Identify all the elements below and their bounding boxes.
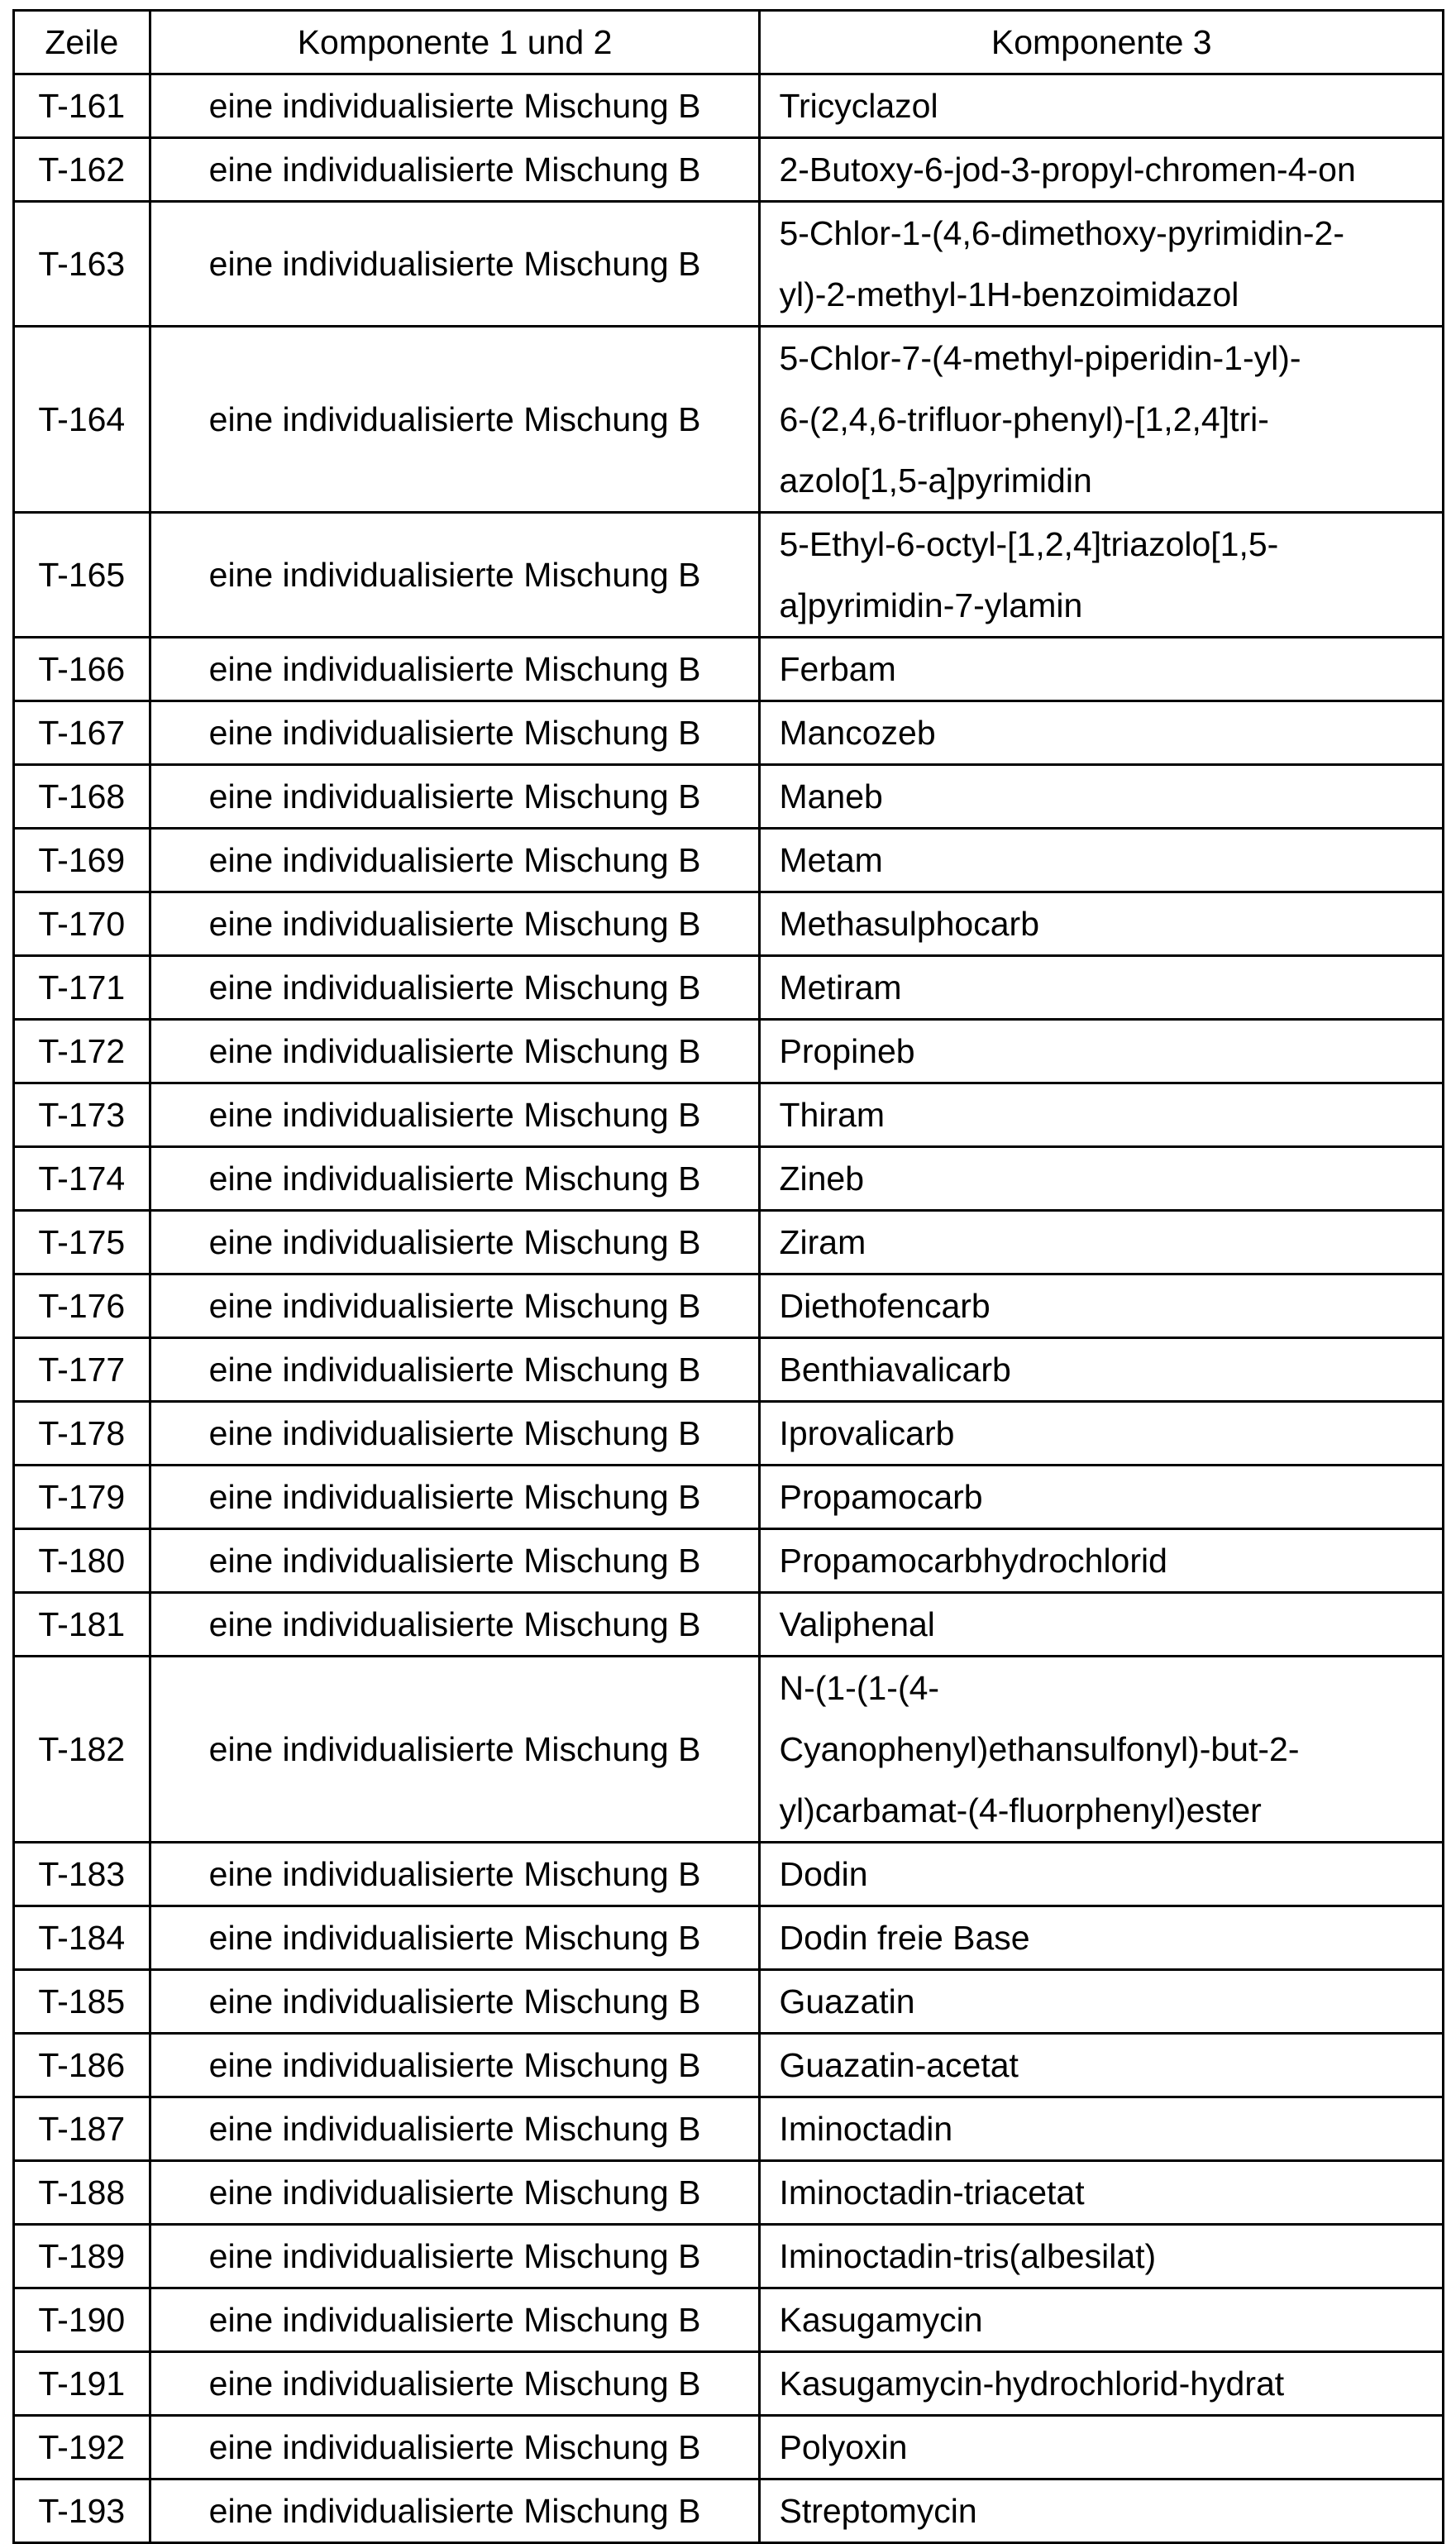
- cell-komponente-3: [760, 1529, 1444, 1593]
- cell-text-line: Guazatin: [779, 1971, 1442, 2032]
- cell-komponente-1-2: eine individualisierte Mischung B: [150, 1147, 760, 1211]
- table-row: [14, 2225, 1444, 2288]
- cell-zeile: T-192: [14, 2416, 150, 2479]
- table-row: [14, 829, 1444, 892]
- table-row: [14, 1338, 1444, 1402]
- table-row: [14, 2479, 1444, 2543]
- cell-zeile: T-166: [14, 638, 150, 701]
- table-row: [14, 138, 1444, 202]
- mixture-table: [12, 9, 1444, 2544]
- cell-zeile: T-173: [14, 1083, 150, 1147]
- cell-komponente-1-2: eine individualisierte Mischung B: [150, 1466, 760, 1529]
- cell-zeile: T-181: [14, 1593, 150, 1657]
- cell-zeile: T-161: [14, 74, 150, 138]
- cell-zeile: T-169: [14, 829, 150, 892]
- cell-komponente-1-2: eine individualisierte Mischung B: [150, 2225, 760, 2288]
- cell-komponente-1-2: eine individualisierte Mischung B: [150, 138, 760, 202]
- cell-text-line: Cyanophenyl)ethansulfonyl)-but-2-: [779, 1719, 1442, 1780]
- table-row: [14, 2161, 1444, 2225]
- cell-komponente-1-2: eine individualisierte Mischung B: [150, 1970, 760, 2034]
- table-row: [14, 701, 1444, 765]
- cell-komponente-1-2: eine individualisierte Mischung B: [150, 1657, 760, 1843]
- cell-komponente-3: [760, 1020, 1444, 1083]
- cell-komponente-3: [760, 2352, 1444, 2416]
- cell-komponente-3: [760, 1402, 1444, 1466]
- cell-komponente-3: [760, 1147, 1444, 1211]
- cell-komponente-3: [760, 1211, 1444, 1274]
- cell-komponente-3: [760, 765, 1444, 829]
- cell-zeile: T-191: [14, 2352, 150, 2416]
- cell-text-line: a]pyrimidin-7-ylamin: [779, 575, 1442, 636]
- cell-komponente-3: [760, 2225, 1444, 2288]
- table-row: [14, 1147, 1444, 1211]
- table-row: [14, 74, 1444, 138]
- table-row: [14, 327, 1444, 513]
- cell-text-line: Metiram: [779, 957, 1442, 1018]
- table-row: [14, 1274, 1444, 1338]
- cell-zeile: T-176: [14, 1274, 150, 1338]
- cell-text-line: 5-Chlor-7-(4-methyl-piperidin-1-yl)-: [779, 328, 1442, 389]
- cell-zeile: T-174: [14, 1147, 150, 1211]
- cell-komponente-3: [760, 1338, 1444, 1402]
- table-row: [14, 1211, 1444, 1274]
- cell-komponente-3: [760, 138, 1444, 202]
- cell-komponente-1-2: eine individualisierte Mischung B: [150, 2161, 760, 2225]
- cell-komponente-1-2: eine individualisierte Mischung B: [150, 1529, 760, 1593]
- cell-komponente-3: [760, 2416, 1444, 2479]
- cell-text-line: Mancozeb: [779, 702, 1442, 763]
- cell-komponente-3: [760, 1906, 1444, 1970]
- cell-zeile: T-180: [14, 1529, 150, 1593]
- cell-zeile: T-162: [14, 138, 150, 202]
- cell-komponente-1-2: eine individualisierte Mischung B: [150, 1906, 760, 1970]
- cell-komponente-1-2: eine individualisierte Mischung B: [150, 2097, 760, 2161]
- cell-text-line: Benthiavalicarb: [779, 1339, 1442, 1400]
- cell-text-line: Thiram: [779, 1084, 1442, 1145]
- cell-text-line: Zineb: [779, 1148, 1442, 1209]
- cell-text-line: Metam: [779, 830, 1442, 891]
- cell-zeile: T-188: [14, 2161, 150, 2225]
- table-row: [14, 892, 1444, 956]
- cell-zeile: T-164: [14, 327, 150, 513]
- cell-text-line: Maneb: [779, 766, 1442, 827]
- cell-komponente-3: [760, 2479, 1444, 2543]
- cell-komponente-1-2: eine individualisierte Mischung B: [150, 74, 760, 138]
- table-row: [14, 1657, 1444, 1843]
- cell-komponente-3: [760, 1593, 1444, 1657]
- cell-zeile: T-178: [14, 1402, 150, 1466]
- cell-komponente-3: [760, 892, 1444, 956]
- cell-komponente-1-2: eine individualisierte Mischung B: [150, 2479, 760, 2543]
- table-row: [14, 1906, 1444, 1970]
- cell-komponente-3: [760, 1657, 1444, 1843]
- cell-zeile: T-177: [14, 1338, 150, 1402]
- cell-komponente-3: [760, 1843, 1444, 1906]
- cell-komponente-1-2: eine individualisierte Mischung B: [150, 765, 760, 829]
- cell-komponente-1-2: eine individualisierte Mischung B: [150, 2034, 760, 2097]
- cell-komponente-3: [760, 2161, 1444, 2225]
- cell-text-line: 6-(2,4,6-trifluor-phenyl)-[1,2,4]tri-: [779, 389, 1442, 450]
- table-row: [14, 956, 1444, 1020]
- cell-zeile: T-193: [14, 2479, 150, 2543]
- cell-text-line: Polyoxin: [779, 2417, 1442, 2478]
- table-row: [14, 1593, 1444, 1657]
- table-row: [14, 2352, 1444, 2416]
- cell-zeile: T-170: [14, 892, 150, 956]
- cell-komponente-1-2: eine individualisierte Mischung B: [150, 1593, 760, 1657]
- cell-komponente-3: [760, 513, 1444, 638]
- cell-text-line: Propamocarb: [779, 1466, 1442, 1528]
- cell-text-line: Guazatin-acetat: [779, 2035, 1442, 2096]
- cell-text-line: Iprovalicarb: [779, 1403, 1442, 1464]
- cell-text-line: Methasulphocarb: [779, 893, 1442, 954]
- cell-komponente-1-2: eine individualisierte Mischung B: [150, 513, 760, 638]
- cell-text-line: Iminoctadin-triacetat: [779, 2162, 1442, 2223]
- cell-text-line: yl)carbamat-(4-fluorphenyl)ester: [779, 1780, 1442, 1841]
- cell-komponente-3: [760, 74, 1444, 138]
- cell-zeile: T-168: [14, 765, 150, 829]
- table-row: [14, 202, 1444, 327]
- cell-komponente-1-2: eine individualisierte Mischung B: [150, 1402, 760, 1466]
- cell-komponente-3: [760, 701, 1444, 765]
- header-zeile: Zeile: [14, 11, 150, 74]
- cell-zeile: T-185: [14, 1970, 150, 2034]
- cell-zeile: T-172: [14, 1020, 150, 1083]
- cell-komponente-3: [760, 327, 1444, 513]
- cell-zeile: T-184: [14, 1906, 150, 1970]
- cell-komponente-3: [760, 2034, 1444, 2097]
- cell-text-line: yl)-2-methyl-1H-benzoimidazol: [779, 264, 1442, 325]
- cell-text-line: Dodin: [779, 1843, 1442, 1905]
- cell-zeile: T-182: [14, 1657, 150, 1843]
- cell-zeile: T-175: [14, 1211, 150, 1274]
- table-row: [14, 1529, 1444, 1593]
- table-body: [14, 74, 1444, 2543]
- table-row: [14, 1466, 1444, 1529]
- table-row: [14, 2288, 1444, 2352]
- cell-komponente-1-2: eine individualisierte Mischung B: [150, 1274, 760, 1338]
- cell-text-line: Ziram: [779, 1212, 1442, 1273]
- table-row: [14, 1020, 1444, 1083]
- cell-komponente-1-2: eine individualisierte Mischung B: [150, 2352, 760, 2416]
- header-row: [14, 11, 1444, 74]
- cell-komponente-1-2: eine individualisierte Mischung B: [150, 2288, 760, 2352]
- cell-komponente-3: [760, 1083, 1444, 1147]
- table-row: [14, 513, 1444, 638]
- cell-text-line: azolo[1,5-a]pyrimidin: [779, 450, 1442, 511]
- header-komponente-3: Komponente 3: [760, 11, 1444, 74]
- cell-text-line: Diethofencarb: [779, 1275, 1442, 1337]
- cell-zeile: T-187: [14, 2097, 150, 2161]
- cell-text-line: 5-Ethyl-6-octyl-[1,2,4]triazolo[1,5-: [779, 514, 1442, 575]
- cell-komponente-3: [760, 638, 1444, 701]
- cell-komponente-1-2: eine individualisierte Mischung B: [150, 701, 760, 765]
- table-row: [14, 638, 1444, 701]
- cell-komponente-1-2: eine individualisierte Mischung B: [150, 202, 760, 327]
- cell-komponente-3: [760, 202, 1444, 327]
- cell-text-line: Iminoctadin: [779, 2098, 1442, 2159]
- cell-text-line: 2-Butoxy-6-jod-3-propyl-chromen-4-on: [779, 139, 1442, 200]
- table-row: [14, 1843, 1444, 1906]
- header-komponente-1-2: Komponente 1 und 2: [150, 11, 760, 74]
- cell-text-line: 5-Chlor-1-(4,6-dimethoxy-pyrimidin-2-: [779, 203, 1442, 264]
- cell-komponente-1-2: eine individualisierte Mischung B: [150, 327, 760, 513]
- cell-komponente-1-2: eine individualisierte Mischung B: [150, 892, 760, 956]
- cell-zeile: T-165: [14, 513, 150, 638]
- cell-zeile: T-189: [14, 2225, 150, 2288]
- cell-komponente-3: [760, 1274, 1444, 1338]
- cell-text-line: Ferbam: [779, 638, 1442, 700]
- cell-zeile: T-171: [14, 956, 150, 1020]
- cell-zeile: T-163: [14, 202, 150, 327]
- cell-komponente-3: [760, 829, 1444, 892]
- cell-zeile: T-183: [14, 1843, 150, 1906]
- cell-komponente-1-2: eine individualisierte Mischung B: [150, 1020, 760, 1083]
- table-row: [14, 2034, 1444, 2097]
- cell-zeile: T-190: [14, 2288, 150, 2352]
- table-row: [14, 1402, 1444, 1466]
- cell-komponente-1-2: eine individualisierte Mischung B: [150, 2416, 760, 2479]
- cell-komponente-1-2: eine individualisierte Mischung B: [150, 1338, 760, 1402]
- table-row: [14, 2416, 1444, 2479]
- table-row: [14, 765, 1444, 829]
- cell-text-line: Valiphenal: [779, 1594, 1442, 1655]
- cell-zeile: T-167: [14, 701, 150, 765]
- cell-komponente-3: [760, 1970, 1444, 2034]
- table-row: [14, 2097, 1444, 2161]
- cell-komponente-3: [760, 2288, 1444, 2352]
- cell-text-line: Iminoctadin-tris(albesilat): [779, 2226, 1442, 2287]
- cell-komponente-1-2: eine individualisierte Mischung B: [150, 638, 760, 701]
- cell-text-line: N-(1-(1-(4-: [779, 1657, 1442, 1719]
- table-row: [14, 1970, 1444, 2034]
- cell-text-line: Kasugamycin: [779, 2289, 1442, 2350]
- cell-komponente-3: [760, 1466, 1444, 1529]
- cell-text-line: Propineb: [779, 1021, 1442, 1082]
- table-row: [14, 1083, 1444, 1147]
- cell-komponente-1-2: eine individualisierte Mischung B: [150, 1083, 760, 1147]
- cell-text-line: Tricyclazol: [779, 75, 1442, 136]
- cell-komponente-1-2: eine individualisierte Mischung B: [150, 956, 760, 1020]
- cell-komponente-1-2: eine individualisierte Mischung B: [150, 1211, 760, 1274]
- cell-text-line: Kasugamycin-hydrochlorid-hydrat: [779, 2353, 1442, 2414]
- cell-komponente-1-2: eine individualisierte Mischung B: [150, 829, 760, 892]
- cell-komponente-3: [760, 2097, 1444, 2161]
- cell-text-line: Propamocarbhydrochlorid: [779, 1530, 1442, 1591]
- cell-zeile: T-179: [14, 1466, 150, 1529]
- cell-zeile: T-186: [14, 2034, 150, 2097]
- cell-komponente-1-2: eine individualisierte Mischung B: [150, 1843, 760, 1906]
- cell-text-line: Dodin freie Base: [779, 1907, 1442, 1968]
- cell-text-line: Streptomycin: [779, 2480, 1442, 2542]
- cell-komponente-3: [760, 956, 1444, 1020]
